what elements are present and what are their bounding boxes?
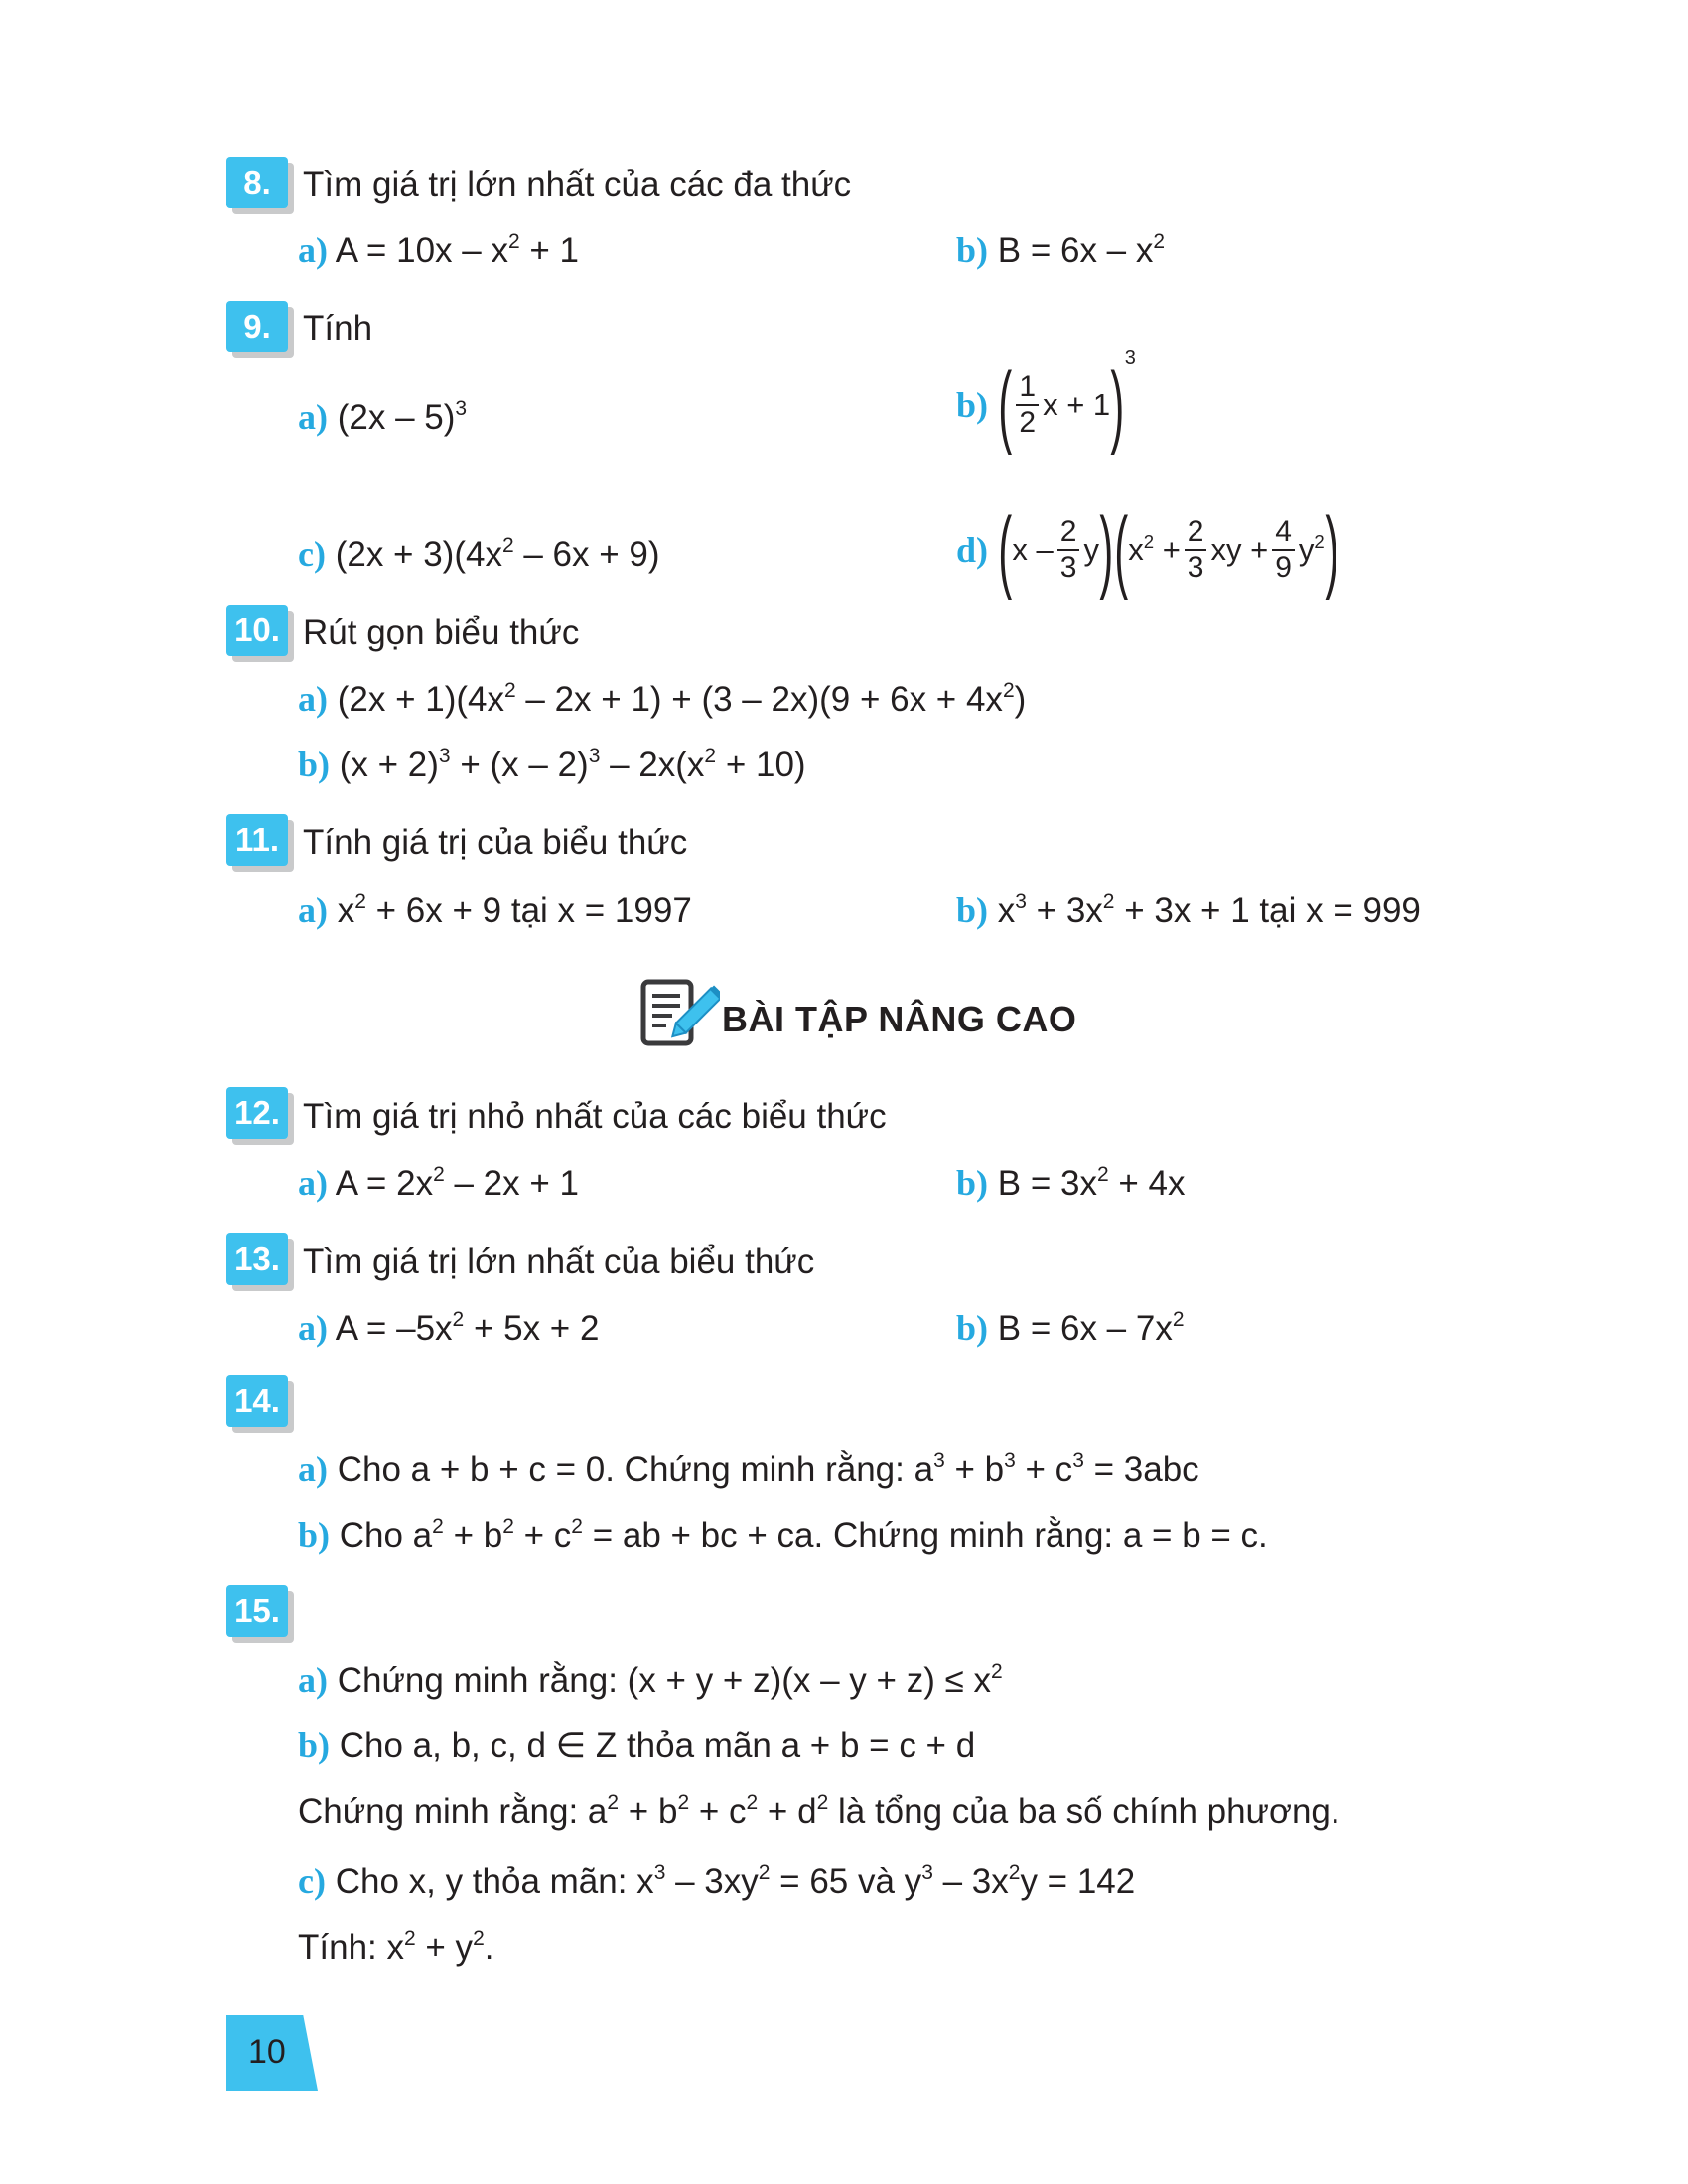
problem-10-title: Rút gọn biểu thức [303, 614, 580, 652]
problem-9b: b) ( $\frac{1}{2}$ x + 1)$^3$ [956, 347, 1136, 456]
label-c: c) [298, 1861, 326, 1901]
problem-9-title: Tính [303, 309, 373, 347]
problem-14b: b) Cho $a^2 + b^2 + c^2$ = ab + bc + ca. Chứng minh rằng: a = b = c. [298, 1515, 1268, 1555]
problem-number-8: 8. [226, 157, 288, 208]
label-a: a) [298, 890, 328, 930]
problem-11b: b) $x^3 + 3x^2 + 3x + 1$ tại x = 999 [956, 890, 1421, 930]
label-c: c) [298, 534, 326, 574]
problem-14a: a) Cho a + b + c = 0. Chứng minh rằng: $a^3 + b^3 + c^3 = 3abc$ [298, 1449, 1199, 1489]
problem-15a: a) Chứng minh rằng: $(x + y + z)(x - y + z) \le x^2$ [298, 1660, 1003, 1700]
label-a: a) [298, 397, 328, 437]
label-b: b) [956, 1308, 989, 1348]
problem-10a: a) $(2x + 1)(4x^2 - 2x + 1) + (3 - 2x)(9 + 6x + 4x^2)$ [298, 679, 1027, 719]
label-a: a) [298, 1163, 328, 1203]
label-d: d) [956, 530, 989, 570]
problem-number-15: 15. [226, 1585, 288, 1637]
problem-number-12: 12. [226, 1087, 288, 1139]
problem-8a: a) $A = 10x - x^2 + 1$ [298, 230, 579, 270]
label-a: a) [298, 1660, 328, 1700]
problem-12-title: Tìm giá trị nhỏ nhất của các biểu thức [303, 1097, 887, 1136]
label-b: b) [298, 1725, 331, 1765]
problem-8b: b) $B = 6x - x^2$ [956, 230, 1166, 270]
pencil-note-icon [640, 978, 720, 1049]
problem-8-title: Tìm giá trị lớn nhất của các đa thức [303, 165, 852, 204]
problem-12b: b) $B = 3x^2 + 4x$ [956, 1163, 1186, 1203]
problem-15c-continued: Tính: $x^2 + y^2$. [298, 1927, 494, 1967]
problem-13-title: Tìm giá trị lớn nhất của biểu thức [303, 1242, 815, 1281]
problem-13a: a) $A = -5x^2 + 5x + 2$ [298, 1308, 600, 1348]
problem-9a: a) (2x – 5)$^3$ [298, 397, 468, 437]
problem-number-9: 9. [226, 301, 288, 352]
label-b: b) [956, 230, 989, 270]
problem-15b: b) Cho a, b, c, d ∈ Z thỏa mãn a + b = c + d [298, 1725, 976, 1765]
problem-number-13: 13. [226, 1233, 288, 1285]
problem-number-10: 10. [226, 605, 288, 656]
section-heading: BÀI TẬP NÂNG CAO [722, 999, 1077, 1039]
problem-11-title: Tính giá trị của biểu thức [303, 823, 688, 862]
label-b: b) [298, 1515, 331, 1555]
problem-13b: b) $B = 6x - 7x^2$ [956, 1308, 1185, 1348]
label-a: a) [298, 679, 328, 719]
problem-11a: a) $x^2 + 6x + 9$ tại x = 1997 [298, 890, 692, 930]
problem-9d: d) (x – $\frac{2}{3}$ $y)(x^2$ + $\frac{2}{3}$ xy + $\frac{4}{9}$ $y^2$) [956, 499, 1338, 601]
page-number: 10 [248, 2033, 286, 2071]
problem-15b-continued: Chứng minh rằng: $a^2 + b^2 + c^2 + d^2$ là tổng của ba số chính phương. [298, 1791, 1340, 1831]
label-b: b) [956, 1163, 989, 1203]
problem-9c: c) $(2x + 3)(4x^2 - 6x + 9)$ [298, 534, 660, 574]
problem-12a: a) $A = 2x^2 - 2x + 1$ [298, 1163, 579, 1203]
label-a: a) [298, 1308, 328, 1348]
problem-number-14: 14. [226, 1375, 288, 1427]
label-b: b) [956, 890, 989, 930]
problem-15c: c) Cho x, y thỏa mãn: $x^3 - 3xy^2 = 65$ và $y^3 - 3x^2y = 142$ [298, 1861, 1136, 1901]
problem-10b: b) $(x + 2)^3 + (x - 2)^3 - 2x(x^2 + 10)$ [298, 745, 806, 784]
problem-number-11: 11. [226, 814, 288, 866]
label-b: b) [298, 745, 331, 784]
label-a: a) [298, 230, 328, 270]
label-a: a) [298, 1449, 328, 1489]
label-b: b) [956, 385, 989, 425]
